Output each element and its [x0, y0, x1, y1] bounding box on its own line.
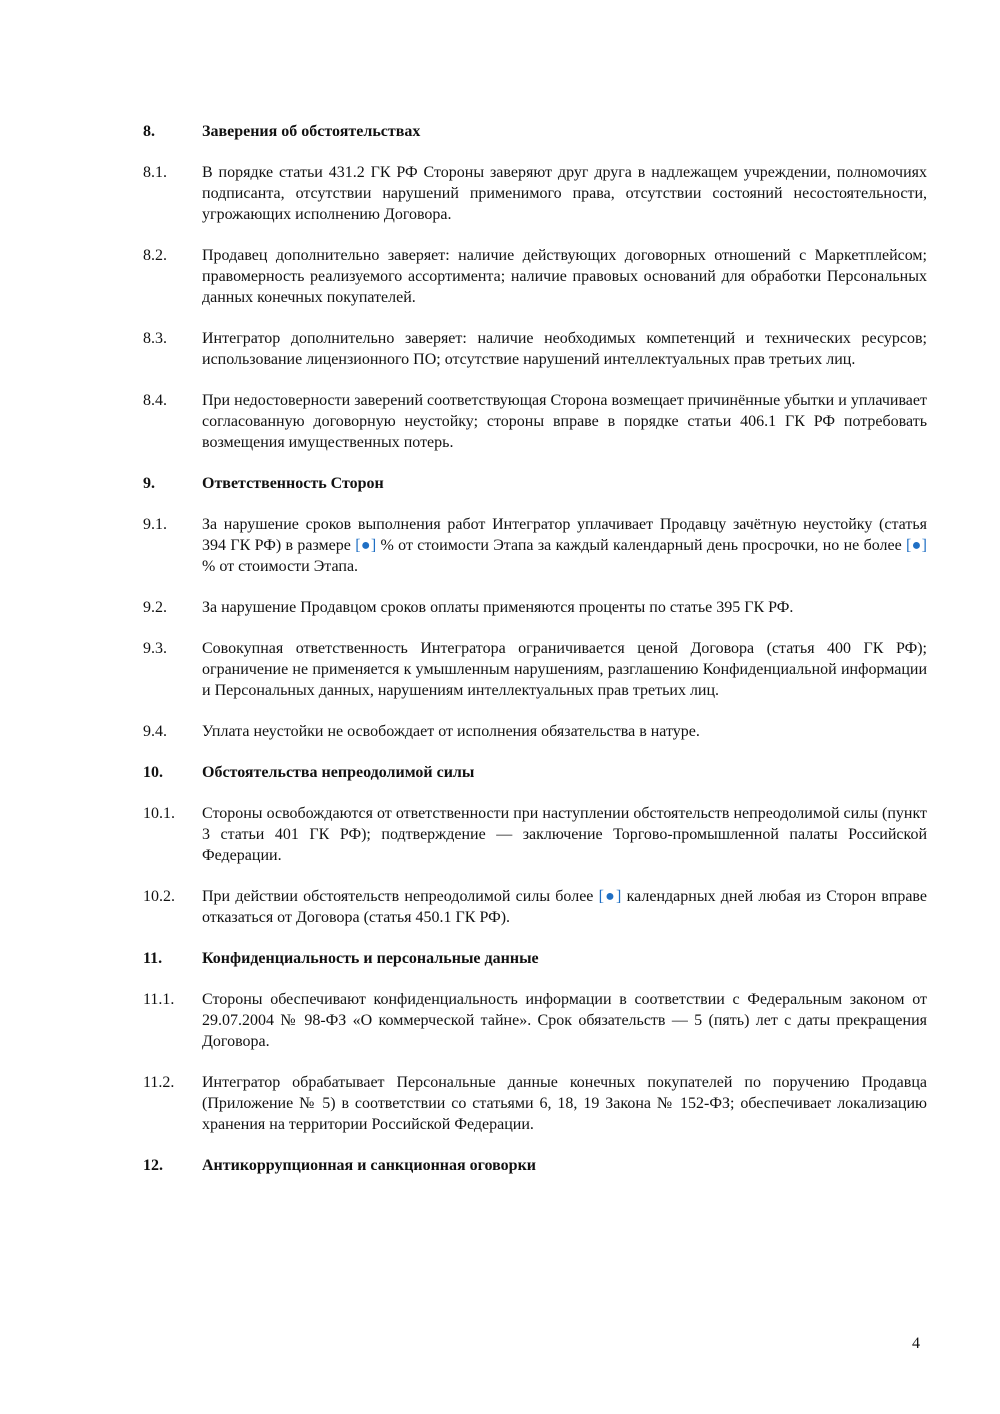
clause-text: При недостоверности заверений соответствующая Сторона возмещает причинённые убытки и уплачивает согласованную договорную неустойку; стороны вправе в порядке статьи 406.1 ГК РФ потребовать возмещения имущественных потерь.	[202, 392, 927, 451]
clause-number: 11.2.	[143, 1074, 175, 1091]
clause-text	[202, 514, 927, 577]
clause-text: За нарушение Продавцом сроков оплаты применяются проценты по статье 395 ГК РФ.	[202, 599, 794, 616]
section-number: 10.	[143, 764, 163, 781]
section-number: 11.	[143, 950, 163, 967]
section-heading-8	[143, 121, 927, 142]
section-number: 12.	[143, 1157, 163, 1174]
clause-8-3	[143, 328, 927, 370]
section-number: 9.	[143, 475, 155, 492]
page-number: 4	[912, 1335, 920, 1352]
clause-number: 9.4.	[143, 723, 167, 740]
clause-text: Стороны обеспечивают конфиденциальность информации в соответствии с Федеральным законом от 29.07.2004 № 98-ФЗ «О коммерческой тайне». Срок обязательств — 5 (пять) лет с даты прекращения Договора.	[202, 991, 927, 1050]
section-heading-11	[143, 948, 927, 969]
clause-text: Уплата неустойки не освобождает от исполнения обязательства в натуре.	[202, 723, 700, 740]
section-title: Конфиденциальность и персональные данные	[202, 950, 539, 967]
clause-9-3	[143, 638, 927, 701]
clause-9-2	[143, 597, 927, 618]
section-title: Заверения об обстоятельствах	[202, 123, 421, 140]
clause-9-4	[143, 721, 927, 742]
clause-text: Продавец дополнительно заверяет: наличие действующих договорных отношений с Маркетплейсом; правомерность реализуемого ассортимента; наличие правовых оснований для обработки Персональных данных конечных покупателей.	[202, 247, 927, 306]
clause-text: Стороны освобождаются от ответственности при наступлении обстоятельств непреодолимой силы (пункт 3 статьи 401 ГК РФ); подтверждение — заключение Торгово-промышленной палаты Российской Федерации.	[202, 805, 927, 864]
section-title: Ответственность Сторон	[202, 475, 384, 492]
placeholder-field: [●]	[355, 537, 377, 554]
section-heading-10	[143, 762, 927, 783]
clause-number: 8.4.	[143, 392, 167, 409]
section-heading-12	[143, 1155, 927, 1176]
clause-9-1	[143, 514, 927, 577]
clause-text-part: % от стоимости Этапа.	[202, 558, 359, 575]
clause-11-1	[143, 989, 927, 1052]
clause-10-2	[143, 886, 927, 928]
clause-10-1	[143, 803, 927, 866]
placeholder-field: [●]	[906, 537, 927, 554]
clause-text-part: % от стоимости Этапа за каждый календарный день просрочки, но не более	[376, 537, 907, 554]
section-heading-9	[143, 473, 927, 494]
clause-8-1	[143, 162, 927, 225]
clause-8-4	[143, 390, 927, 453]
clause-text-part: За нарушение сроков выполнения работ Интегратор уплачивает Продавцу зачётную неустойку (статья 394 ГК РФ) в размере	[202, 516, 927, 554]
clause-text: Интегратор дополнительно заверяет: наличие необходимых компетенций и технических ресурсов; использование лицензионного ПО; отсутствие нарушений интеллектуальных прав третьих лиц.	[202, 330, 927, 368]
clause-number: 8.3.	[143, 330, 167, 347]
clause-text: В порядке статьи 431.2 ГК РФ Стороны заверяют друг друга в надлежащем учреждении, полномочиях подписанта, отсутствии нарушений применимого права, отсутствии состояний несостоятельности, угрожающих исполнению Договора.	[202, 164, 927, 223]
clause-text-part: При действии обстоятельств непреодолимой силы более	[202, 888, 599, 905]
clause-11-2	[143, 1072, 927, 1135]
section-title: Обстоятельства непреодолимой силы	[202, 764, 475, 781]
clause-number: 9.1.	[143, 516, 167, 533]
clause-text: Интегратор обрабатывает Персональные данные конечных покупателей по поручению Продавца (Приложение № 5) в соответствии со статьями 6, 18, 19 Закона № 152-ФЗ; обеспечивает локализацию хранения на территории Российской Федерации.	[202, 1074, 927, 1133]
clause-number: 8.2.	[143, 247, 167, 264]
clause-text	[202, 886, 927, 928]
document-body	[143, 121, 927, 1196]
section-title: Антикоррупционная и санкционная оговорки	[202, 1157, 537, 1174]
clause-text-part: календарных дней любая из Сторон вправе отказаться от Договора (статья 450.1 ГК РФ).	[202, 888, 927, 926]
section-number: 8.	[143, 123, 155, 140]
placeholder-field: [●]	[598, 888, 622, 905]
clause-number: 10.2.	[143, 888, 175, 905]
clause-number: 8.1.	[143, 164, 167, 181]
clause-number: 10.1.	[143, 805, 175, 822]
clause-8-2	[143, 245, 927, 308]
clause-text: Совокупная ответственность Интегратора ограничивается ценой Договора (статья 400 ГК РФ); ограничение не применяется к умышленным нарушениям, разглашению Конфиденциальной информации и Персональных данных, нарушениям интеллектуальных прав третьих лиц.	[202, 640, 927, 699]
clause-number: 9.3.	[143, 640, 167, 657]
clause-number: 11.1.	[143, 991, 175, 1008]
clause-number: 9.2.	[143, 599, 167, 616]
